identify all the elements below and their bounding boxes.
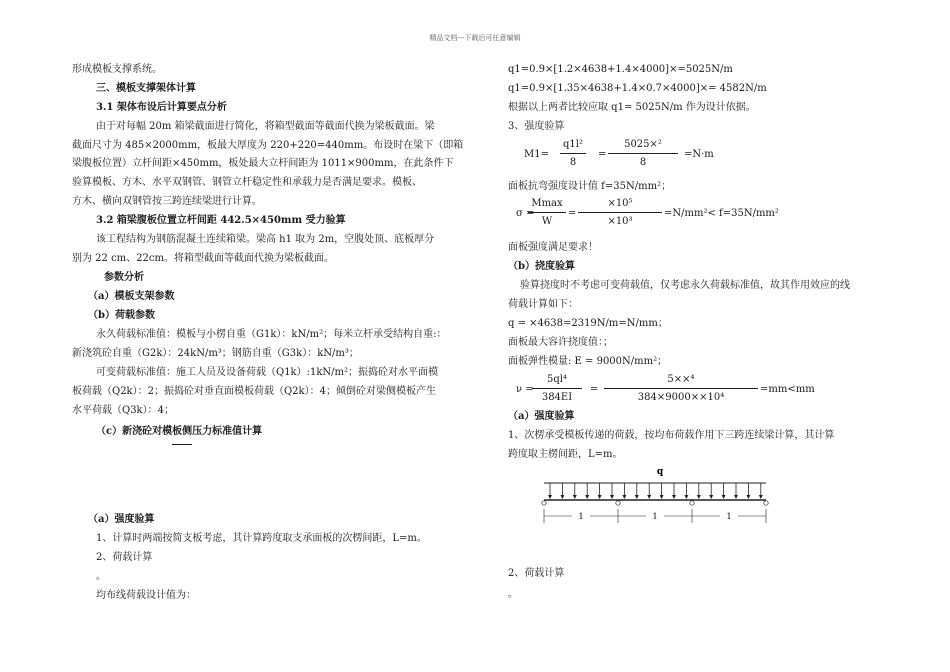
fraction-bar xyxy=(560,153,586,154)
text-line: 永久荷载标准值：模板与小楞自重（G1k）：kN/m²；每米立杆承受结构自重:： xyxy=(96,329,447,340)
subsection-heading: 3.2 箱梁腹板位置立杆间距 442.5×450mm 受力验算 xyxy=(96,215,346,226)
formula-denominator: 8 xyxy=(639,157,647,168)
formula-numerator: 5ql⁴ xyxy=(547,374,567,385)
formula-lhs: M1= xyxy=(524,149,549,160)
heading: （b）挠度验算 xyxy=(508,261,575,272)
formula-numerator: 5××⁴ xyxy=(667,374,695,385)
formula-numerator: ×10⁵ xyxy=(607,198,633,209)
span-label: 1 xyxy=(578,512,584,521)
fraction-bar xyxy=(578,212,662,213)
formula-denominator: ×10³ xyxy=(607,216,633,227)
text-line: 1、次楞承受模板传递的荷载，按均布荷载作用下三跨连续梁计算，其计算 xyxy=(508,430,835,441)
heading: （a）强度验算 xyxy=(508,411,575,422)
load-arrow-head xyxy=(598,495,602,499)
text-line: 。 xyxy=(508,589,518,600)
text-line: 根据以上两者比较应取 q1= 5025N/m 作为设计依据。 xyxy=(508,102,756,113)
support-pin xyxy=(542,501,546,505)
formula-denominator: 384×9000××10⁴ xyxy=(637,392,725,403)
short-rule xyxy=(172,444,192,445)
fraction-bar xyxy=(604,388,758,389)
span-label: 1 xyxy=(652,512,658,521)
heading: （b）荷载参数 xyxy=(88,310,155,321)
formula-line: q1=0.9×[1.35×4638+1.4×0.7×4000]×= 4582N/m xyxy=(508,83,767,94)
formula-line: q1=0.9×[1.2×4638+1.4×4000]×=5025N/m xyxy=(508,64,733,75)
text-line: 1、计算时两端按简支板考虑，其计算跨度取支承面板的次楞间距，L=m。 xyxy=(96,533,427,544)
load-arrow-head xyxy=(573,495,577,499)
load-arrow-head xyxy=(560,495,564,499)
text-line: 方木、横向双钢管按三跨连续梁进行计算。 xyxy=(72,196,262,207)
text-line: 该工程结构为钢筋混凝土连续箱梁。梁高 h1 取为 2m，空腹处顶、底板厚分 xyxy=(96,234,435,245)
page-header: 精品文档---下载后可任意编辑 xyxy=(429,34,521,42)
subsection-heading: 3.1 架体布设后计算要点分析 xyxy=(96,102,227,113)
text-line: 荷载计算如下： xyxy=(508,299,578,310)
formula-lhs: σ = xyxy=(516,208,535,219)
section-heading: 三、模板支撑架体计算 xyxy=(96,83,196,94)
text-line: q = ×4638=2319N/m=N/mm； xyxy=(508,318,668,329)
text-line: 验算模板、方木、水平双钢管、钢管立杆稳定性和承载力是否满足要求。模板、 xyxy=(72,177,422,188)
heading: 参数分析 xyxy=(104,272,144,283)
load-arrow-head xyxy=(684,495,688,499)
fraction-bar xyxy=(532,388,582,389)
formula-numerator: q1l² xyxy=(563,139,583,150)
load-arrow-head xyxy=(697,495,701,499)
formula-denominator: 8 xyxy=(569,157,577,168)
support-pin xyxy=(764,501,768,505)
formula-equals: = xyxy=(598,149,607,160)
support-pin xyxy=(690,501,694,505)
load-arrow-head xyxy=(722,495,726,499)
formula-rhs: =N·m xyxy=(684,149,714,160)
formula-numerator: 5025×² xyxy=(624,139,662,150)
text-line: 由于对每幅 20m 箱梁截面进行简化，将箱型截面等截面代换为梁板截面。梁 xyxy=(96,121,435,132)
formula-equals: = xyxy=(568,208,577,219)
heading: （a）模板支架参数 xyxy=(88,291,175,302)
text-line: 板荷载（Q2k）：2；振捣砼对垂直面模板荷载（Q2k）：4；倾倒砼对梁侧模板产生 xyxy=(72,386,436,397)
fraction-bar xyxy=(528,212,566,213)
formula-rhs: =N/mm²< f=35N/mm² xyxy=(664,208,779,219)
beam-svg xyxy=(540,465,780,535)
text-line: 新浇筑砼自重（G2k）：24kN/m³；钢筋自重（G3k）：kN/m³； xyxy=(72,348,359,359)
formula-denominator: W xyxy=(541,216,553,227)
load-arrow-head xyxy=(548,495,552,499)
text-line: 2、荷载计算 xyxy=(508,568,565,579)
text-line: 面板最大容许挠度值：； xyxy=(508,337,613,348)
three-span-beam-diagram xyxy=(540,465,780,539)
text-line: 截面尺寸为 485×2000mm，板最大厚度为 220+220=440mm。布设时在梁下（即箱 xyxy=(72,140,464,151)
load-arrow-head xyxy=(622,495,626,499)
formula-lhs: ν = xyxy=(516,384,534,395)
text-line: 可变荷载标准值：施工人员及设备荷载（Q1k）:1kN/m²；振捣砼对水平面模 xyxy=(96,367,439,378)
formula-rhs: =mm<mm xyxy=(760,384,815,395)
fraction-bar xyxy=(608,153,678,154)
load-arrow-head xyxy=(610,495,614,499)
supports xyxy=(542,501,768,505)
load-label: q xyxy=(656,467,664,477)
text-line: 跨度取主楞间距，L=m。 xyxy=(508,449,623,460)
load-arrow-head xyxy=(585,495,589,499)
text-line: 。 xyxy=(96,571,106,582)
text-line: 2、荷载计算 xyxy=(96,552,153,563)
text-line: 面板弹性模量: E = 9000N/mm²； xyxy=(508,356,668,367)
load-arrow-head xyxy=(635,495,639,499)
heading: （a）强度验算 xyxy=(88,514,155,525)
text-line: 均布线荷载设计值为： xyxy=(96,590,196,601)
text-line: 3、强度验算 xyxy=(508,121,565,132)
text-line: 面板强度满足要求！ xyxy=(508,242,598,253)
load-arrows xyxy=(548,483,763,499)
formula-equals: = xyxy=(590,384,599,395)
text-line: 验算挠度时不考虑可变荷载值，仅考虑永久荷载标准值，故其作用效应的线 xyxy=(520,280,850,291)
load-arrow-head xyxy=(672,495,676,499)
load-arrow-head xyxy=(647,495,651,499)
text-line: 梁腹板位置）立杆间距×450mm，板处最大立杆间距为 1011×900mm，在此条件下 xyxy=(72,158,454,169)
load-arrow-head xyxy=(734,495,738,499)
support-pin xyxy=(616,501,620,505)
load-arrow-head xyxy=(759,495,763,499)
heading: （c）新浇砼对模板侧压力标准值计算 xyxy=(96,426,263,437)
text-line: 面板抗弯强度设计值 f=35N/mm²； xyxy=(508,181,672,192)
text-line: 水平荷载（Q3k）：4； xyxy=(72,405,174,416)
formula-denominator: 384EI xyxy=(541,392,573,403)
load-arrow-head xyxy=(660,495,664,499)
formula-numerator: Mmax xyxy=(531,198,563,209)
text-line: 别为 22 cm、22cm。将箱型截面等截面代换为梁板截面。 xyxy=(72,253,334,264)
load-arrow-head xyxy=(746,495,750,499)
load-arrow-head xyxy=(709,495,713,499)
span-label: 1 xyxy=(726,512,732,521)
text-line: 形成模板支撑系统。 xyxy=(72,64,162,75)
